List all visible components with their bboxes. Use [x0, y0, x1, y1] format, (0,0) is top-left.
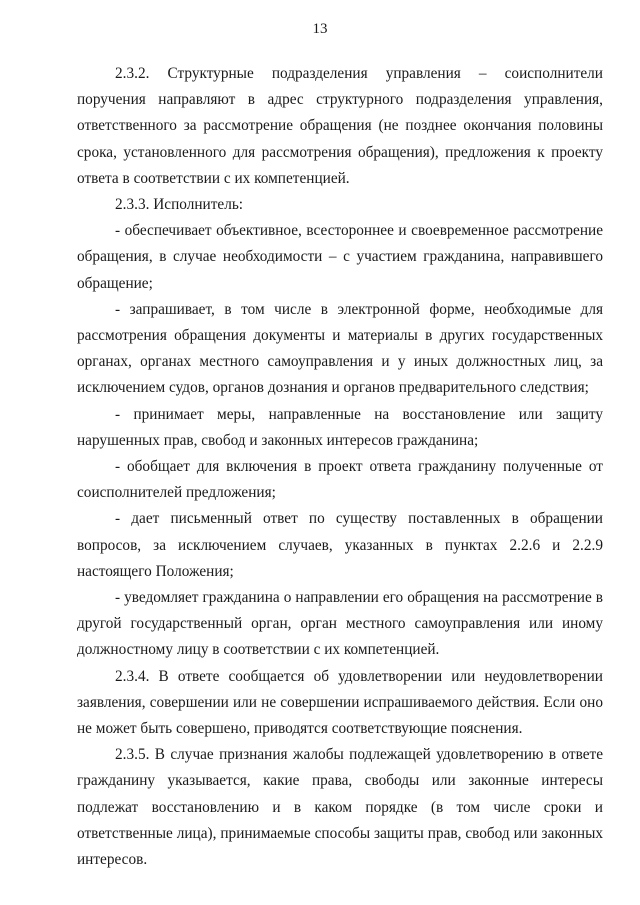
paragraph-2-3-5: 2.3.5. В случае признания жалобы подлежащей удовлетворению в ответе гражданину указывается, какие права, свободы или законные интересы подлежат восстановлению и в каком порядке (в том числе сроки и ответственные лица), принимаемые способы защиты прав, свобод или законных интересов. — [77, 746, 603, 869]
list-item-notify-citizen: - уведомляет гражданина о направлении его обращения на рассмотрение в другой государственный орган, орган местного самоуправления или иному должностному лицу в соответствии с их компетенцией. — [77, 589, 603, 659]
page-number: 13 — [312, 21, 328, 37]
list-item-restore-rights: - принимает меры, направленные на восстановление или защиту нарушенных прав, свобод и законных интересов гражданина; — [77, 405, 603, 449]
list-item-request-documents: - запрашивает, в том числе в электронной форме, необходимые для рассмотрения обращения документы и материалы в других государственных органах, органах местного самоуправления и у иных должностных лиц, за исключением судов, органов дознания и органов предварительного следствия; — [77, 300, 603, 397]
list-item-ensure-review: - обеспечивает объективное, всестороннее и своевременное рассмотрение обращения, в случае необходимости – с участием гражданина, направившего обращение; — [77, 222, 603, 292]
list-item-written-answer: - дает письменный ответ по существу поставленных в обращении вопросов, за исключением случаев, указанных в пунктах 2.2.6 и 2.2.9 настоящего Положения; — [77, 510, 603, 580]
paragraph-2-3-3-heading: 2.3.3. Исполнитель: — [115, 196, 244, 214]
paragraph-2-3-2: 2.3.2. Структурные подразделения управления – соисполнители поручения направляют в адрес структурного подразделения управления, ответственного за рассмотрение обращения (не позднее окончания половины срока, установленного для рассмотрения обращения), предложения к проекту ответа в соответствии с их компетенцией. — [77, 65, 603, 187]
paragraph-2-3-4: 2.3.4. В ответе сообщается об удовлетворении или неудовлетворении заявления, совершении или не совершении испрашиваемого действия. Если оно не может быть совершено, приводятся соответствующие пояснения. — [77, 667, 603, 738]
list-item-summarize-proposals: - обобщает для включения в проект ответа гражданину полученные от соисполнителей предложения; — [77, 458, 603, 502]
document-body — [77, 61, 603, 873]
